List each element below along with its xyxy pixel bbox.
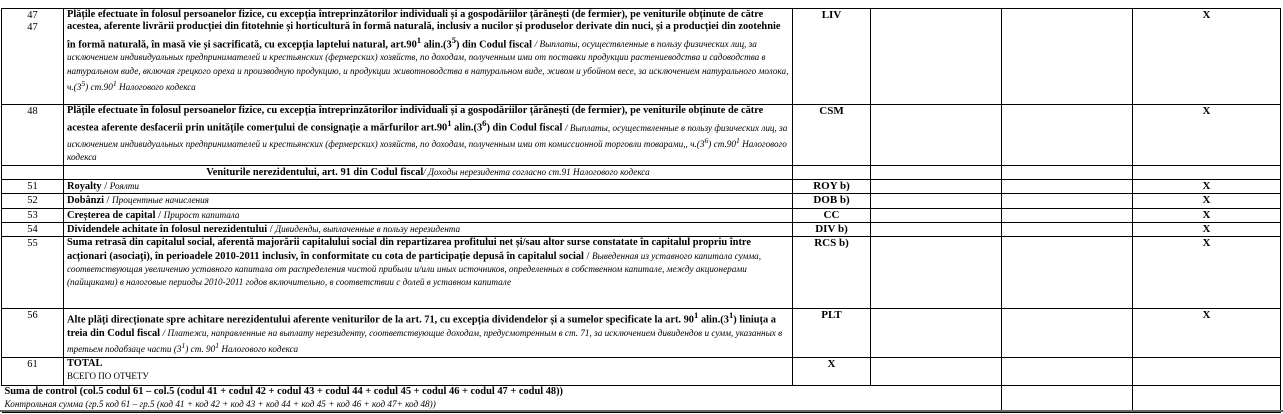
description-ro: Dividendele achitate în folosul nerezidentului: [67, 223, 268, 235]
control-sum-row: [2, 385, 1281, 412]
page-bottom-divider: [0, 410, 1283, 412]
row-number: 48: [2, 105, 64, 166]
empty-cell: [871, 237, 1002, 309]
description-ru: Дивиденды, выплаченные в пользу нерезидента: [275, 223, 461, 234]
empty-cell: [871, 194, 1002, 208]
empty-cell: [871, 165, 1002, 179]
empty-cell: [1002, 385, 1133, 412]
x-mark: X: [793, 357, 871, 385]
empty-cell: [871, 180, 1002, 194]
x-mark: X: [1133, 222, 1281, 236]
empty-cell: [1133, 165, 1281, 179]
table-row: [2, 309, 1281, 357]
row-description: [64, 357, 793, 385]
row-code: CSM: [793, 105, 871, 166]
row-code: LIV: [793, 9, 871, 105]
empty-cell: [871, 105, 1002, 166]
table-row: [2, 237, 1281, 309]
row-number: [2, 9, 64, 105]
description-ro-end: ) liniuța a treia din Codul fiscal: [67, 314, 777, 339]
ru-end: Налогового кодекса: [219, 344, 299, 355]
row-description: Royalty / Роялти: [64, 180, 793, 194]
control-sum-label: [2, 385, 1002, 412]
superscript: 1: [735, 136, 740, 146]
row-code: PLT: [793, 309, 871, 357]
row-number: 54: [2, 222, 64, 236]
total-label-ru: ВСЕГО ПО ОТЧЕТУ: [67, 370, 149, 381]
empty-cell: [871, 9, 1002, 105]
control-sum-ru: Контрольная сумма (гр.5 код 61 – гр.5 (код 41 + код 42 + код 43 + код 44 + код 45 + код 46 + код 47+ код 48)): [4, 398, 436, 409]
control-sum-ro: Suma de control (col.5 codul 61 – col.5 (codul 41 + codul 42 + codul 43 + codul 44 + codul 45 + codul 46 + codul 47 + codul 48)): [4, 385, 564, 397]
row-description: Alte plăți direcționate spre achitare nerezidentului aferente veniturilor de la art. 71, cu excepția dividendelor și a sumelor specificate la art. $90^1$ $alin.(3^1)$ liniuța a treia din Codul fiscal / Платежи, направленные на выплату нерезиденту, соответствующие доходам, предусмотренным в ст. 71, за исключением дивидендов и сумм, указанных в третьем подабзаце части $(3^1)$ ст. $90^1$ Налогового кодекса: [64, 309, 793, 357]
table-row: [2, 222, 1281, 236]
table-row: [2, 194, 1281, 208]
description-ro: Plățile efectuate în folosul persoanelor fizice, cu excepția întreprinzătorilor individuali și a gospodăriilor țărănești (de fermier), pe veniturile obținute de către acestea aferente desfacerii prin unitățile comerțului de consignație a mărfurilor art.90: [67, 105, 764, 134]
table-row: [2, 208, 1281, 222]
description-ru: Роялти: [109, 181, 139, 192]
x-mark: X: [1133, 237, 1281, 309]
superscript: 6: [704, 136, 709, 146]
row-number-text: 47: [27, 22, 38, 34]
empty-cell: [793, 165, 871, 179]
description-ro: Dobânzi: [67, 195, 104, 207]
superscript: 1: [447, 118, 452, 129]
superscript: 1: [416, 34, 422, 45]
total-label: TOTAL: [67, 357, 103, 369]
row-number: 61: [2, 357, 64, 385]
empty-cell: [2, 165, 64, 179]
table-row: [2, 105, 1281, 166]
row-number: 56: [2, 309, 64, 357]
table-row: [2, 9, 1281, 105]
row-code: ROY b): [793, 180, 871, 194]
description-ro-mid: alin.(3: [698, 314, 729, 326]
row-description: Plățile efectuate în folosul persoanelor fizice, cu excepția întreprinzătorilor individuali și a gospodăriilor țărănești (de fermier), pe veniturile obținute de către acestea aferente desfacerii prin unitățile comerțului de consignație a mărfurilor $art.90^1$ $alin.(3^6)$ din Codul fiscal / Выплаты, осуществленные в пользу физических лиц, за исключением индивидуальных предпринимателей и крестьянских (фермерских) хозяйств, по доходам, полученным ими от комиссионной торговли товарами,, $ч.(3^6)$ $ст.90^1$ Налогового кодекса: [64, 105, 793, 166]
x-mark: X: [1133, 208, 1281, 222]
ru-ref2: ) ст.90: [708, 139, 736, 150]
empty-cell: [871, 357, 1002, 385]
empty-cell: [1002, 222, 1133, 236]
description-ro: Alte plăți direcționate spre achitare nerezidentului aferente veniturilor de la art. 71, cu excepția dividendelor și a sumelor specificate la art. 90: [67, 314, 695, 326]
empty-cell: [1002, 9, 1133, 105]
description-ro-end: ) din Codul fiscal: [486, 122, 563, 134]
superscript: 1: [181, 341, 186, 351]
empty-cell: [1002, 194, 1133, 208]
empty-cell: [1002, 309, 1133, 357]
superscript: 1: [694, 310, 699, 321]
description-ru: Выведенная из уставного капитала сумма, соответствующая увеличению уставного капитала от распределения чистой прибыли и/или иных источников, определенных в собственном капитале, между акционерами (пайщиками) в налоговые периоды 2010-2011 годов включительно, в соответствии с долей в уставном капитале: [67, 250, 762, 288]
empty-cell: [871, 309, 1002, 357]
empty-cell: [871, 208, 1002, 222]
x-mark: X: [1133, 180, 1281, 194]
section-header-row: [2, 165, 1281, 179]
ru-end: Налогового кодекса: [67, 139, 787, 163]
row-number: 52: [2, 194, 64, 208]
ru-ref: ч.(3: [690, 139, 705, 150]
superscript: 6: [482, 118, 487, 129]
section-title: Veniturile nerezidentului, art. 91 din Codul fiscal/ Доходы нерезидента согласно ст.91 Налогового кодекса: [64, 165, 793, 179]
empty-cell: [1002, 180, 1133, 194]
superscript: 5: [451, 34, 457, 45]
empty-cell: [1002, 208, 1133, 222]
row-description: Dobânzi / Процентные начисления: [64, 194, 793, 208]
x-mark: X: [1133, 105, 1281, 166]
empty-cell: [1133, 385, 1281, 412]
section-title-ru: Доходы нерезидента согласно ст.91 Налогового кодекса: [428, 166, 650, 177]
description-ro: Suma retrasă din capitalul social, aferentă majorării capitalului social din repartizarea profitului net și/sau altor surse constatate în capitalul propriu între acționari (asociați), în perioadele 2010-2011 inclusiv, în conformitate cu cota de participație depusă în capitalul social: [67, 237, 751, 262]
declaration-table: [1, 8, 1281, 413]
empty-cell: [1002, 165, 1133, 179]
ru-ref: ч.(3: [67, 82, 82, 93]
row-code: RCS b): [793, 237, 871, 309]
row-description: Plățile efectuate în folosul persoanelor fizice, cu excepția întreprinzătorilor individuali și a gospodăriilor țărănești (de fermier), pe veniturile obținute de către acestea, aferente livrării producției din fitotehnie și horticultură în formă naturală, inclusiv a nucilor și produselor derivate din nuci, și a producției din zootehnie în formă naturală, în masă vie și sacrificată, cu excepția laptelui natural, $art.90^1$ $alin.(3^5)$ din Codul fiscal / Выплаты, осуществленные в пользу физических лиц, за исключением индивидуальных предпринимателей и крестьянских (фермерских) хозяйств, по доходам, полученным ими от поставки продукции растениеводства и садоводства в натуральном виде, включая грецкого ореха и производную продукцию, и продукции животноводства в натуральном виде, живом и убойном весе, за исключением натурального молока, $ч.(3^5)$ $ст.90^1$ Налогового кодекса: [64, 9, 793, 105]
description-ro-mid: alin.(3: [451, 122, 483, 134]
section-title-ro: Veniturile nerezidentului, art. 91 din Codul fiscal: [206, 166, 424, 178]
row-description: Dividendele achitate în folosul nerezidentului / Дивиденды, выплаченные в пользу нерезидента: [64, 222, 793, 236]
empty-cell: [1133, 357, 1281, 385]
row-code: CC: [793, 208, 871, 222]
x-mark: X: [1133, 309, 1281, 357]
empty-cell: [1002, 237, 1133, 309]
description-ru: Процентные начисления: [112, 195, 209, 206]
row-description: Creșterea de capital / Прирост капитала: [64, 208, 793, 222]
row-number-text: 47: [27, 10, 38, 21]
description-ro: Royalty: [67, 181, 102, 193]
row-number: 53: [2, 208, 64, 222]
ru-end: Налогового кодекса: [116, 82, 196, 93]
row-description: Suma retrasă din capitalul social, aferentă majorării capitalului social din repartizarea profitului net și/sau altor surse constatate în capitalul propriu între acționari (asociați), în perioadele 2010-2011 inclusiv, în conformitate cu cota de participație depusă în capitalul social / Выведенная из уставного капитала сумма, соответствующая увеличению уставного капитала от распределения чистой прибыли и/или иных источников, определенных в собственном капитале, между акционерами (пайщиками) в налоговые периоды 2010-2011 годов включительно, в соответствии с долей в уставном капитале: [64, 237, 793, 309]
row-number: 51: [2, 180, 64, 194]
description-ru: Выплаты, осуществленные в пользу физических лиц, за исключением индивидуальных предпринимателей и крестьянских (фермерских) хозяйств, по доходам, полученным ими от комиссионной торговли товарами,,: [67, 122, 788, 150]
total-row: [2, 357, 1281, 385]
description-ro: Creșterea de capital: [67, 209, 156, 221]
x-mark: X: [1133, 194, 1281, 208]
superscript: 1: [728, 310, 734, 321]
empty-cell: [871, 222, 1002, 236]
description-ro-end: ) din Codul fiscal: [456, 39, 532, 51]
description-ro-mid: alin.(3: [421, 39, 452, 51]
description-ru: Платежи, направленные на выплату нерезиденту, соответствующие доходам, предусмотренным в ст. 71, за исключением дивидендов и сумм, указанных в третьем подабзаце части (3: [67, 327, 783, 355]
row-code: DIV b): [793, 222, 871, 236]
description-ro: Plățile efectuate în folosul persoanelor fizice, cu excepția întreprinzătorilor individuali și a gospodăriilor țărănești (de fermier), pe veniturile obținute de către acestea, aferente livrării producției din fitotehnie și horticultură în formă naturală, inclusiv a nucilor și produselor derivate din nuci, și a producției din zootehnie în formă naturală, în masă vie și sacrificată, cu excepția laptelui natural, art.90: [67, 9, 781, 51]
row-code: DOB b): [793, 194, 871, 208]
empty-cell: [1002, 105, 1133, 166]
x-mark: X: [1133, 9, 1281, 105]
ru-ref2: ) ст.90: [85, 82, 113, 93]
description-ru: Прирост капитала: [163, 209, 240, 220]
description-ru: Выплаты, осуществленные в пользу физических лиц, за исключением индивидуальных предпринимателей и крестьянских (фермерских) хозяйств, по доходам, полученным ими от поставки продукции растениеводства и садоводства в натуральном виде, включая грецкого ореха и производную продукцию, и продукции животноводства в натуральном виде, живом и убойном весе, за исключением натурального молока,: [67, 39, 789, 76]
row-number: 55: [2, 237, 64, 309]
table-row: [2, 180, 1281, 194]
superscript: 5: [81, 78, 86, 88]
empty-cell: [1002, 357, 1133, 385]
superscript: 1: [215, 341, 220, 351]
ru-mid: ) ст. 90: [185, 344, 216, 355]
superscript: 1: [112, 78, 117, 88]
